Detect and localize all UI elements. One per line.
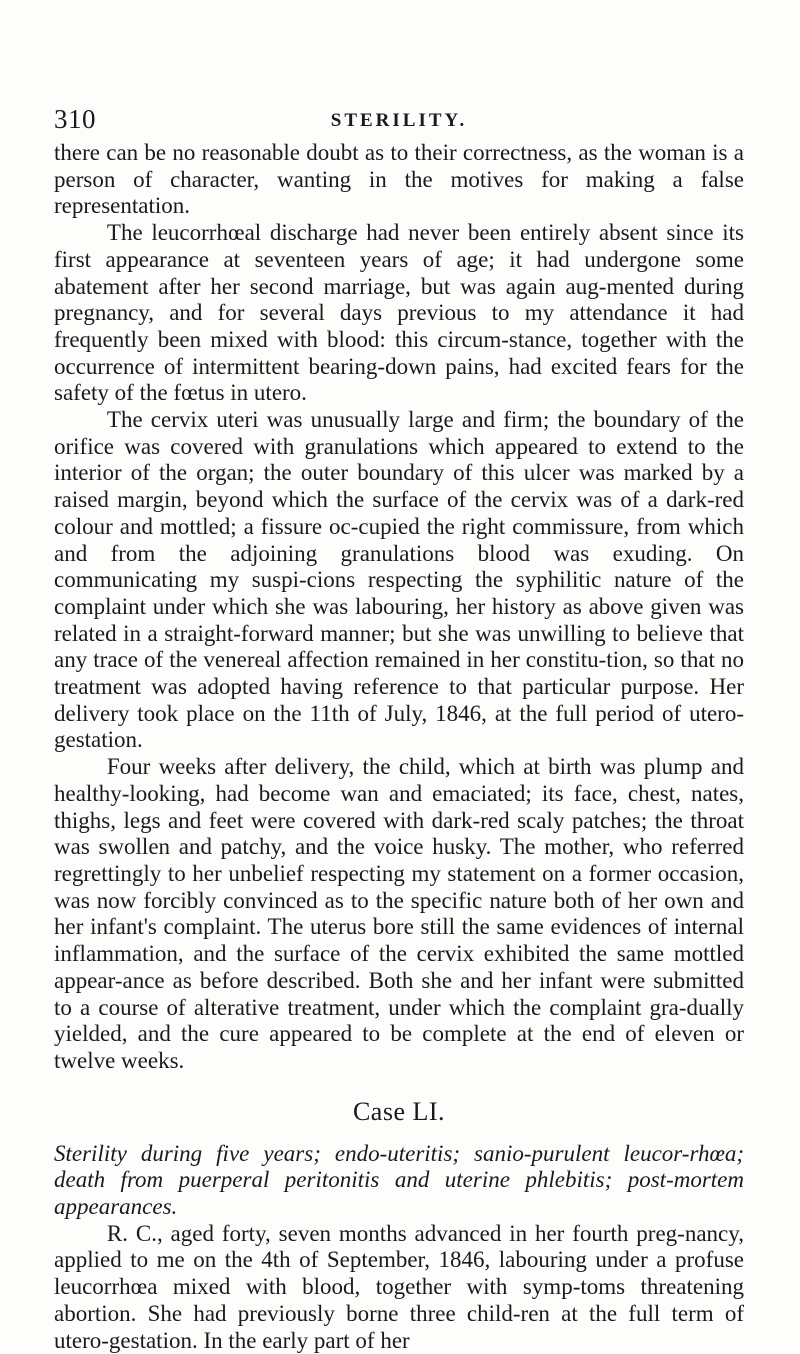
running-head (54, 0, 744, 140)
case-heading: Case LI. (352, 1096, 446, 1126)
book-page (54, 0, 744, 1354)
page-number: 310 (54, 104, 96, 134)
paragraph-case-history: R. C., aged forty, seven months advanced in her fourth preg-nancy, applied to me on the 4th of September, 1846, labouring under a profuse leucorrhœa mixed with blood, together with symp-toms threatening abortion. She had previously borne three child-ren at the full term of utero-gestation. In the early part of her (54, 1220, 744, 1353)
paragraph-four-weeks-after: Four weeks after delivery, the child, which at birth was plump and healthy-looking, had become wan and emaciated; its face, chest, nates, thighs, legs and feet were covered with dark-red scaly patches; the throat was swollen and patchy, and the voice husky. The mother, who referred regrettingly to her unbelief respecting my statement on a former occasion, was now forcibly convinced as to the specific nature both of her own and her infant's complaint. The uterus bore still the same evidences of internal inflammation, and the surface of the cervix exhibited the same mottled appear-ance as before described. Both she and her infant were submitted to a course of alterative treatment, under which the complaint gra-dually yielded, and the cure appeared to be complete at the end of eleven or twelve weeks. (54, 754, 744, 1073)
case-summary: Sterility during five years; endo-uteritis; sanio-purulent leucor-rhœa; death from puerperal peritonitis and uterine phlebitis; post-mortem appearances. (54, 1140, 744, 1220)
body-text (54, 140, 744, 1075)
paragraph-leucorrhoeal-discharge: The leucorrhœal discharge had never been entirely absent since its first appearance at seventeen years of age; it had undergone some abatement after her second marriage, but was again aug-mented during pregnancy, and for several days previous to my attendance it had frequently been mixed with blood: this circum-stance, together with the occurrence of intermittent bearing-down pains, had excited fears for the safety of the fœtus in utero. (54, 220, 744, 406)
running-title: STERILITY. (330, 110, 468, 131)
paragraph-cervix-uteri: The cervix uteri was unusually large and firm; the boundary of the orifice was covered with granulations which appeared to extend to the interior of the organ; the outer boundary of this ulcer was marked by a raised margin, beyond which the surface of the cervix was of a dark-red colour and mottled; a fissure oc-cupied the right commissure, from which and from the adjoining granulations blood was exuding. On communicating my suspi-cions respecting the syphilitic nature of the complaint under which she was labouring, her history as above given was related in a straight-forward manner; but she was unwilling to believe that any trace of the venereal affection remained in her constitu-tion, so that no treatment was adopted having reference to that particular purpose. Her delivery took place on the 11th of July, 1846, at the full period of utero-gestation. (54, 407, 744, 753)
paragraph-continuation: there can be no reasonable doubt as to their correctness, as the woman is a person of character, wanting in the motives for making a false representation. (54, 140, 744, 219)
